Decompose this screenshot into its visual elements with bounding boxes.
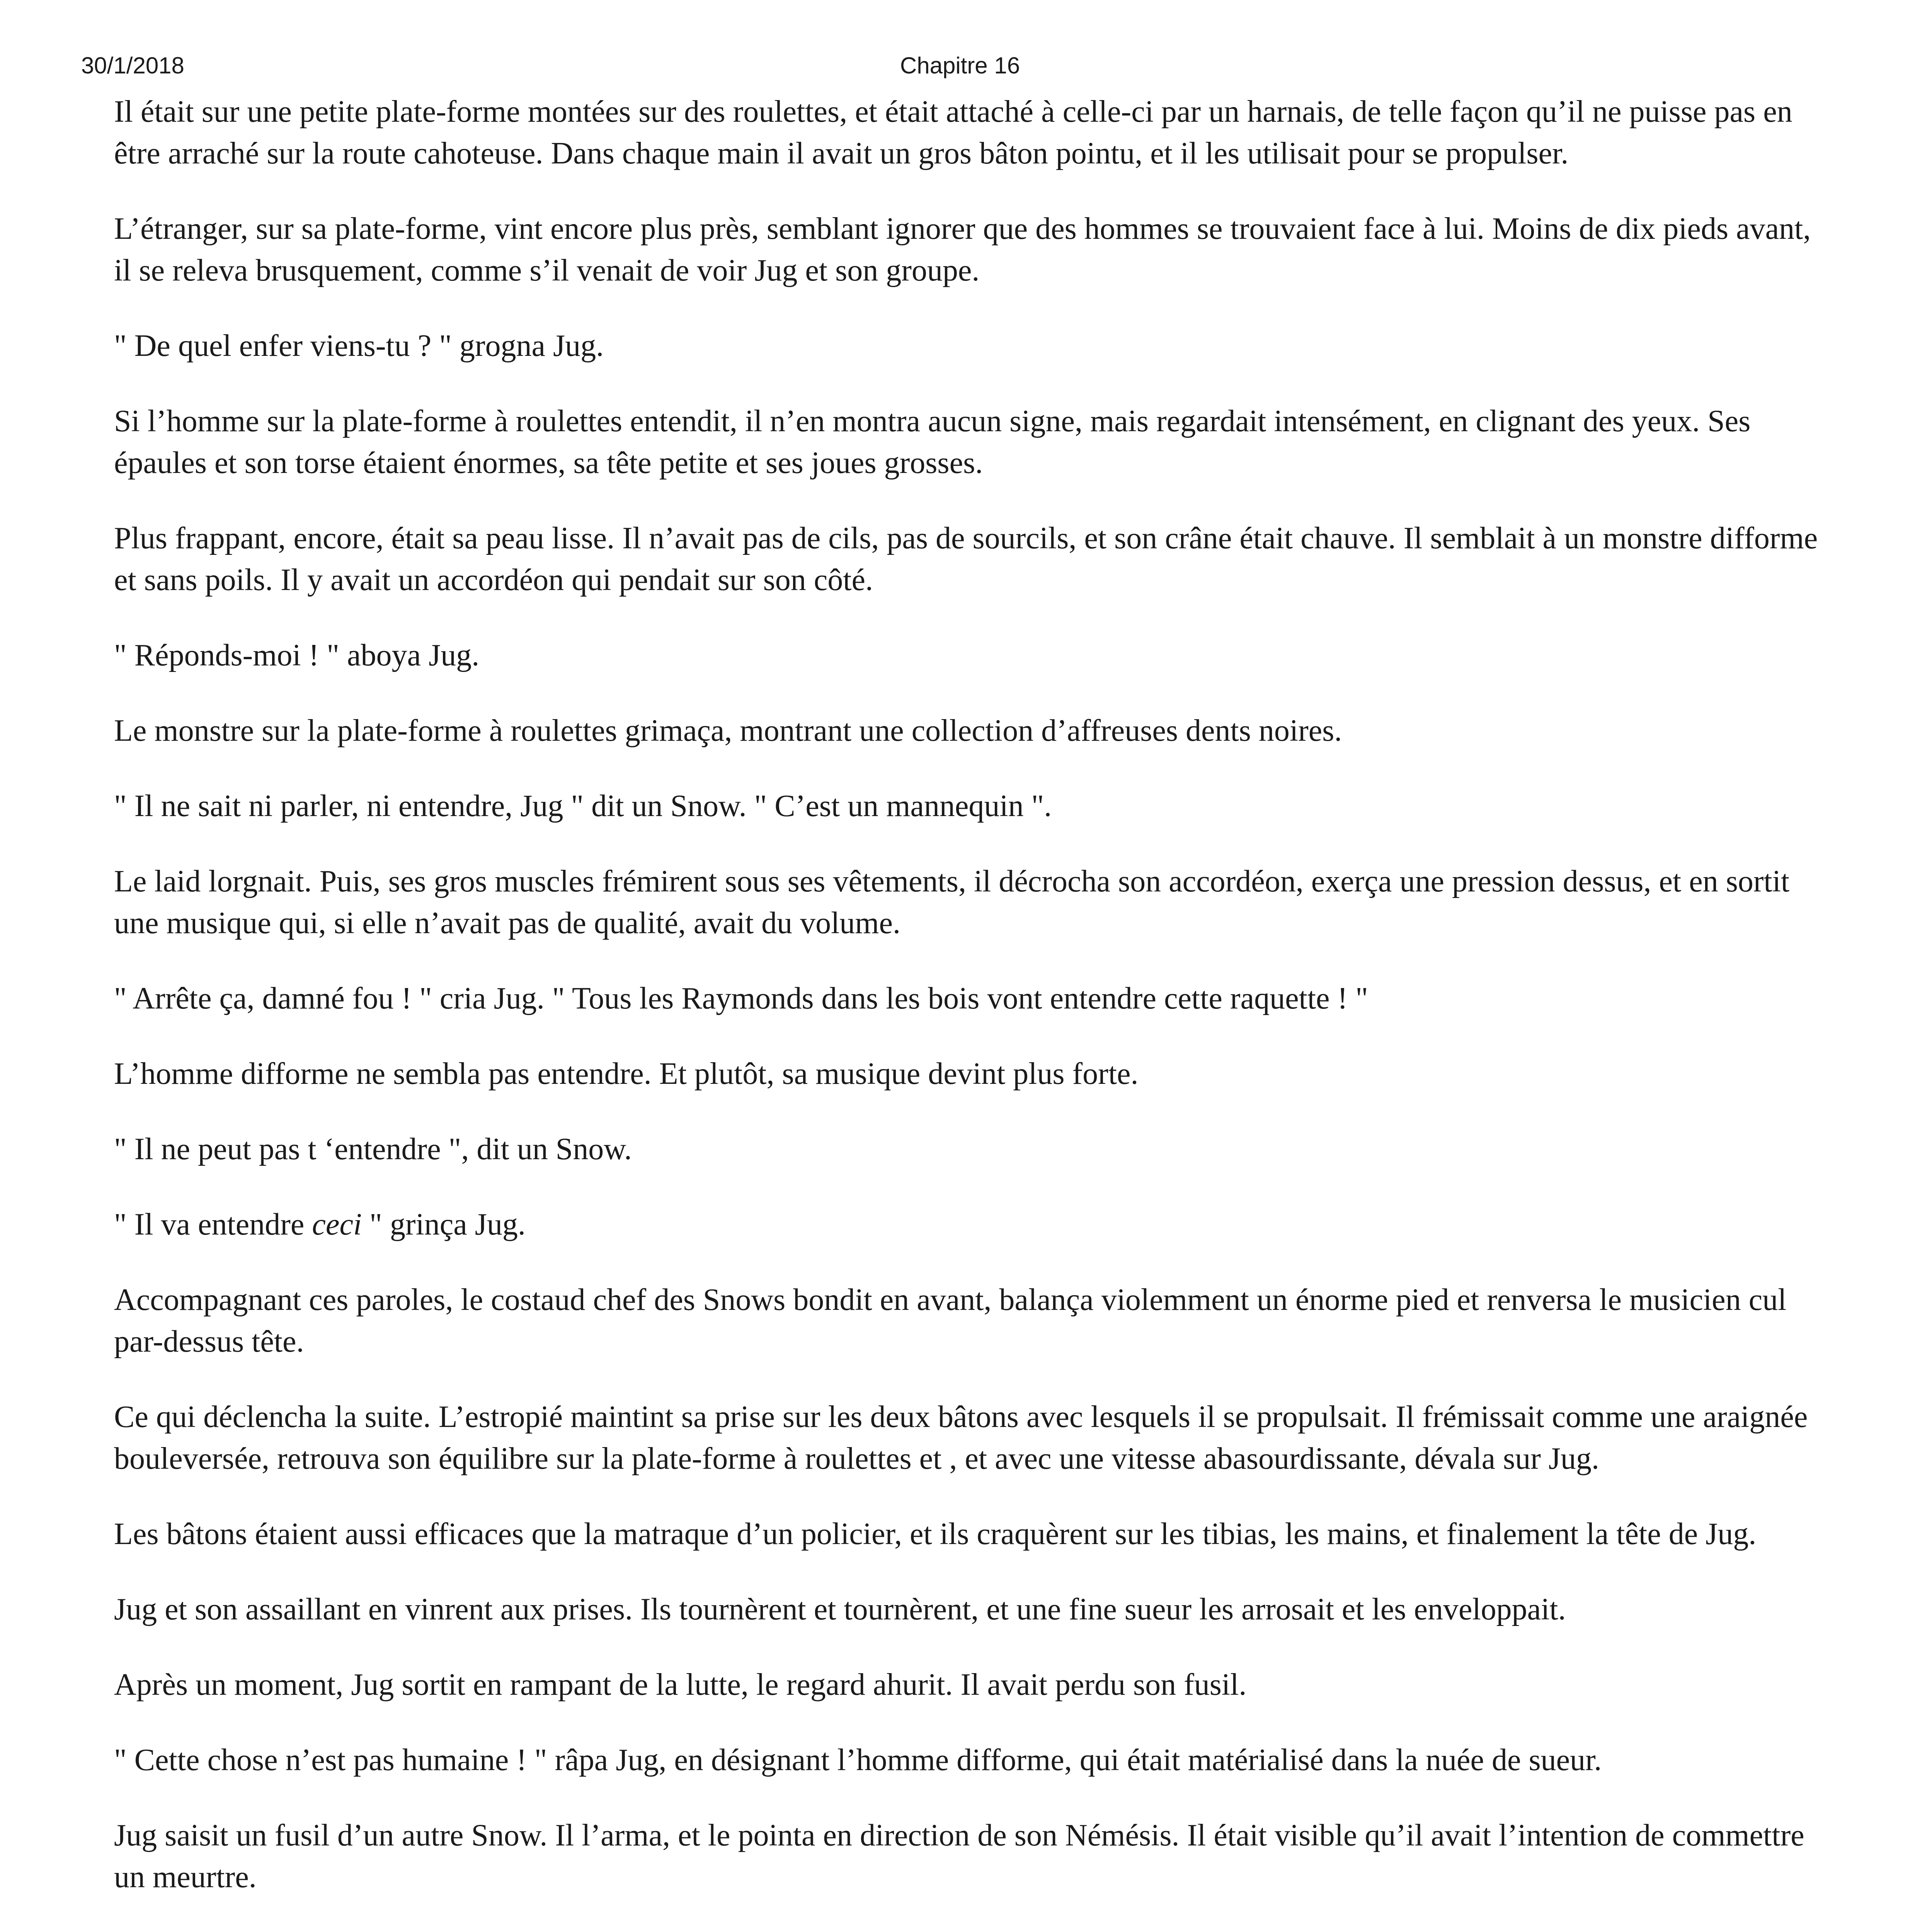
paragraph: Après un moment, Jug sortit en rampant de la lutte, le regard ahurit. Il avait perdu son fusil. (114, 1668, 1247, 1702)
page-header (0, 50, 1920, 81)
paragraph: " Réponds-moi ! " aboya Jug. (114, 638, 480, 672)
paragraph: Il était sur une petite plate-forme montées sur des roulettes, et était attaché à celle-ci par un harnais, de telle façon qu’il ne puisse pas en être arraché sur la route cahoteuse. Dans chaque main il avait un gros bâton pointu, et il les utilisait pour se propulser. (114, 95, 1792, 170)
paragraph: Jug et son assaillant en vinrent aux prises. Ils tournèrent et tournèrent, et une fine sueur les arrosait et les enveloppait. (114, 1592, 1566, 1626)
page-title: Chapitre 16 (900, 53, 1020, 78)
emphasized-word: ceci (312, 1208, 362, 1242)
paragraph: Si l’homme sur la plate-forme à roulettes entendit, il n’en montra aucun signe, mais regardait intensément, en clignant des yeux. Ses épaules et son torse étaient énormes, sa tête petite et ses joues grosses. (114, 404, 1751, 480)
print-date: 30/1/2018 (81, 53, 184, 78)
paragraph: Accompagnant ces paroles, le costaud chef des Snows bondit en avant, balança violemment un énorme pied et renversa le musicien cul par-dessus tête. (114, 1283, 1787, 1359)
paragraph: Le monstre sur la plate-forme à roulettes grimaça, montrant une collection d’affreuses dents noires. (114, 714, 1342, 748)
paragraph: Plus frappant, encore, était sa peau lisse. Il n’avait pas de cils, pas de sourcils, et son crâne était chauve. Il semblait à un monstre difforme et sans poils. Il y avait un accordéon qui pendait sur son côté. (114, 521, 1818, 597)
paragraph: L’homme difforme ne sembla pas entendre. Et plutôt, sa musique devint plus forte. (114, 1057, 1139, 1091)
paragraph: Jug saisit un fusil d’un autre Snow. Il l’arma, et le pointa en direction de son Némésis. Il était visible qu’il avait l’intention de commettre un meurtre. (114, 1818, 1804, 1894)
paragraph-text: " Il va entendre (114, 1208, 312, 1242)
paragraph: " Il ne peut pas t ‘entendre ", dit un Snow. (114, 1132, 632, 1166)
paragraph: Ce qui déclencha la suite. L’estropié maintint sa prise sur les deux bâtons avec lesquels il se propulsait. Il frémissait comme une araignée bouleversée, retrouva son équilibre sur la plate-forme à roulettes et , et avec une vitesse abasourdissante, dévala sur Jug. (114, 1400, 1808, 1476)
chapter-text (114, 91, 1822, 1932)
paragraph: Les bâtons étaient aussi efficaces que la matraque d’un policier, et ils craquèrent sur les tibias, les mains, et finalement la tête de Jug. (114, 1517, 1757, 1551)
paragraph: Le laid lorgnait. Puis, ses gros muscles frémirent sous ses vêtements, il décrocha son accordéon, exerça une pression dessus, et en sortit une musique qui, si elle n’avait pas de qualité, avait du volume. (114, 864, 1790, 940)
paragraph: " Cette chose n’est pas humaine ! " râpa Jug, en désignant l’homme difforme, qui était matérialisé dans la nuée de sueur. (114, 1743, 1602, 1777)
paragraph: L’étranger, sur sa plate-forme, vint encore plus près, semblant ignorer que des hommes se trouvaient face à lui. Moins de dix pieds avant, il se releva brusquement, comme s’il venait de voir Jug et son groupe. (114, 212, 1811, 287)
paragraph-text: " grinça Jug. (362, 1208, 526, 1242)
paragraph: " Arrête ça, damné fou ! " cria Jug. " Tous les Raymonds dans les bois vont entendre cette raquette ! " (114, 981, 1368, 1015)
paragraph: " De quel enfer viens-tu ? " grogna Jug. (114, 329, 604, 363)
paragraph: " Il ne sait ni parler, ni entendre, Jug " dit un Snow. " C’est un mannequin ". (114, 789, 1052, 823)
paragraph-ceci (114, 1204, 1822, 1245)
